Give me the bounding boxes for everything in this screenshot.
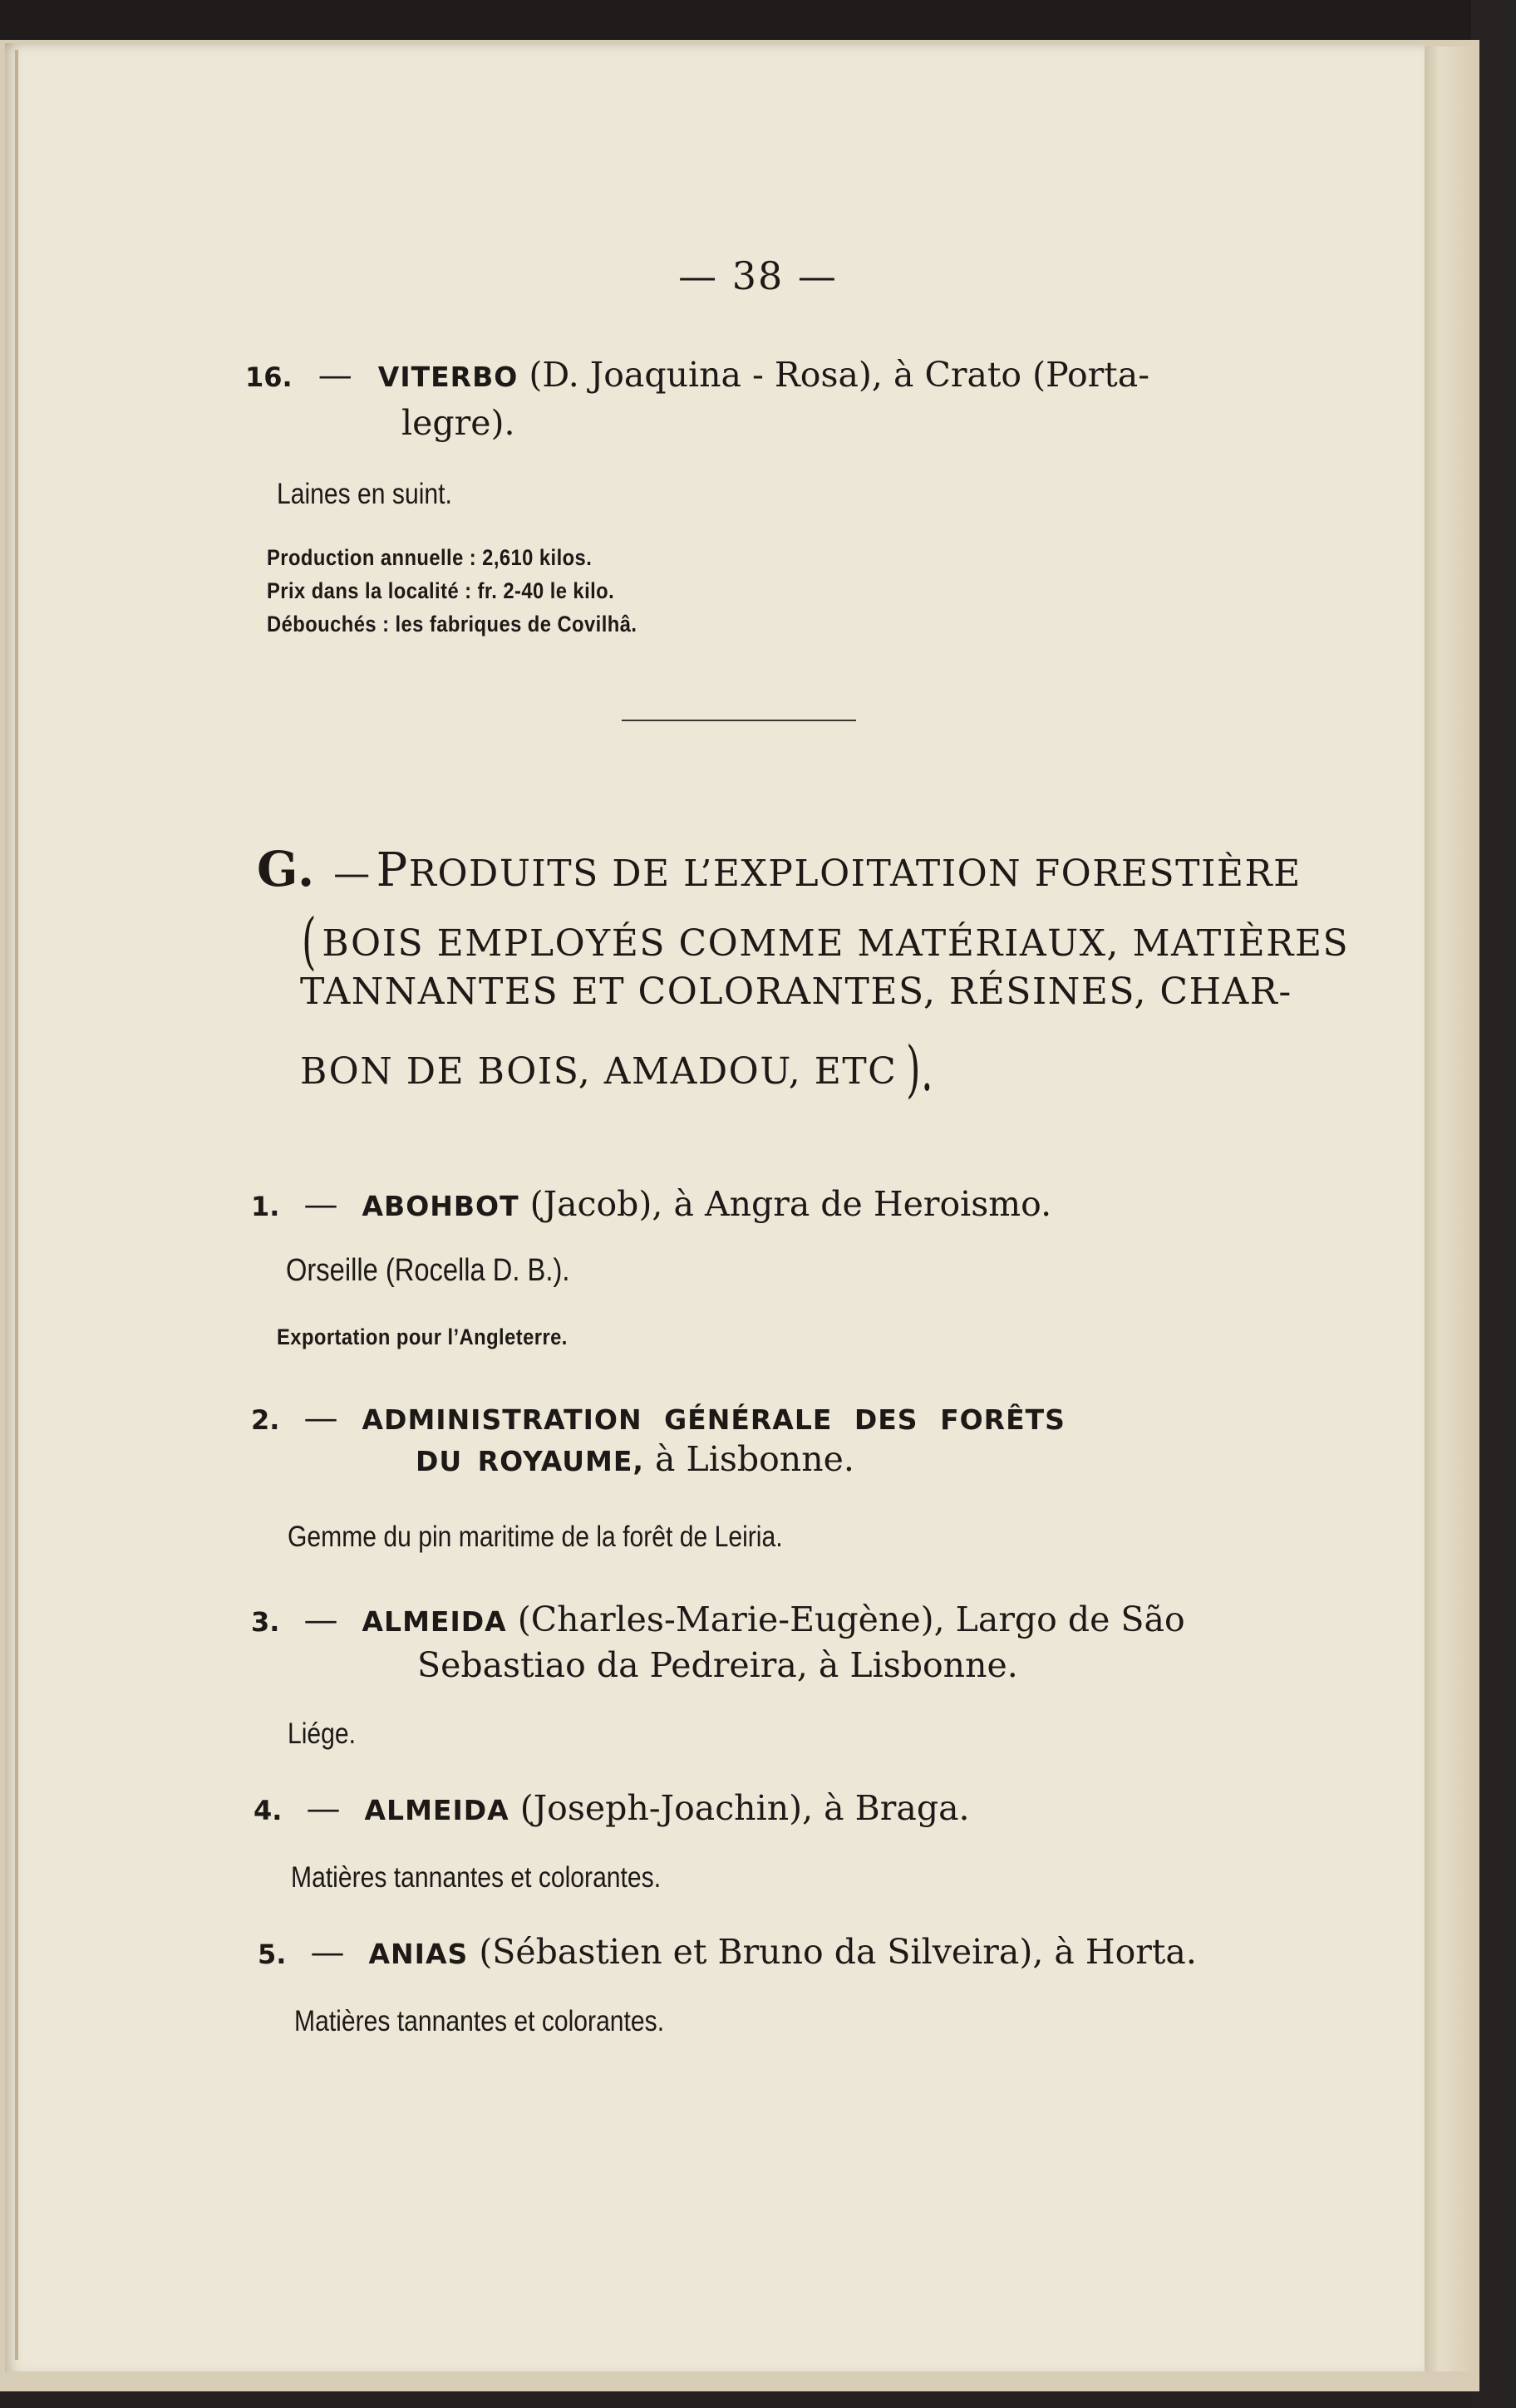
section-g-heading-line-3: TANNANTES ET COLORANTES, RÉSINES, CHAR- xyxy=(300,971,1292,1013)
entry-1-product: Orseille (Rocella D. B.). xyxy=(286,1253,570,1288)
open-paren: ( xyxy=(302,906,317,977)
entry-16-line-2: legre). xyxy=(401,403,515,443)
entry-details: (Joseph-Joachin), à Braga. xyxy=(519,1788,970,1828)
section-title-initial: P xyxy=(376,843,409,897)
section-subtitle-1: BOIS EMPLOYÉS COMME MATÉRIAUX, MATIÈRES xyxy=(322,922,1350,965)
entry-name: ALMEIDA xyxy=(364,1794,509,1826)
entry-number: 3. xyxy=(251,1606,280,1638)
entry-details: (D. Joaquina - Rosa), à Crato (Porta- xyxy=(529,355,1150,395)
entry-1-line-1 xyxy=(251,1184,1051,1224)
entry-details: (Sébastien et Bruno da Silveira), à Horta. xyxy=(479,1932,1197,1972)
entry-dash: — xyxy=(306,1788,341,1828)
gutter-line xyxy=(15,50,18,2360)
page-number: — 38 — xyxy=(678,253,838,298)
section-subtitle-3: BON DE BOIS, AMADOU, ETC xyxy=(300,1050,898,1093)
entry-1-note: Exportation pour l’Angleterre. xyxy=(277,1324,568,1349)
section-g-heading-line-4 xyxy=(300,1034,943,1105)
entry-number: 5. xyxy=(258,1939,287,1970)
section-dash: — xyxy=(333,853,372,895)
entry-dash: — xyxy=(303,1184,338,1224)
section-divider xyxy=(622,720,856,721)
entry-name: ALMEIDA xyxy=(362,1605,507,1638)
entry-name: VITERBO xyxy=(377,361,519,393)
entry-name: ADMINISTRATION GÉNÉRALE DES FORÊTS xyxy=(362,1403,1066,1436)
entry-name-continued: DU ROYAUME, xyxy=(416,1445,644,1477)
entry-dash: — xyxy=(317,355,352,395)
entry-number: 2. xyxy=(251,1404,280,1436)
entry-16-line-1 xyxy=(245,355,1149,395)
entry-2-product: Gemme du pin maritime de la forêt de Leiria. xyxy=(288,1521,783,1553)
section-g-heading-line-2 xyxy=(297,906,1349,977)
entry-name: ANIAS xyxy=(368,1938,469,1970)
entry-details: (Charles-Marie-Eugène), Largo de São xyxy=(517,1600,1185,1639)
entry-details: à Lisbonne. xyxy=(655,1439,854,1479)
entry-4-product: Matières tannantes et colorantes. xyxy=(291,1861,662,1894)
section-g-heading-line-1 xyxy=(257,841,1302,897)
entry-number: 4. xyxy=(253,1795,283,1826)
entry-name: ABOHBOT xyxy=(362,1190,519,1222)
entry-dash: — xyxy=(303,1398,338,1437)
entry-3-product: Liége. xyxy=(288,1718,357,1750)
entry-16-note-price: Prix dans la localité : fr. 2-40 le kilo. xyxy=(267,578,615,603)
entry-5-product: Matières tannantes et colorantes. xyxy=(294,2005,665,2037)
entry-16-product: Laines en suint. xyxy=(277,478,452,510)
entry-3-line-1 xyxy=(251,1600,1185,1639)
entry-2-line-1 xyxy=(251,1398,1066,1437)
entry-details: (Jacob), à Angra de Heroismo. xyxy=(529,1184,1052,1224)
entry-16-note-production: Production annuelle : 2,610 kilos. xyxy=(267,545,593,570)
entry-dash: — xyxy=(310,1932,345,1972)
section-letter: G. xyxy=(257,841,316,897)
entry-dash: — xyxy=(303,1600,338,1639)
entry-16-note-outlets: Débouchés : les fabriques de Covilhâ. xyxy=(267,612,637,636)
entry-5-line-1 xyxy=(258,1932,1197,1972)
entry-number: 16. xyxy=(245,361,293,393)
entry-3-line-2: Sebastiao da Pedreira, à Lisbonne. xyxy=(417,1645,1018,1685)
section-title: RODUITS DE L’EXPLOITATION FORESTIÈRE xyxy=(408,853,1302,895)
page-edge-stack xyxy=(1425,47,1476,2371)
entry-4-line-1 xyxy=(253,1788,970,1828)
entry-number: 1. xyxy=(251,1191,280,1222)
entry-2-line-2 xyxy=(416,1439,854,1479)
close-paren: ). xyxy=(906,1034,934,1105)
